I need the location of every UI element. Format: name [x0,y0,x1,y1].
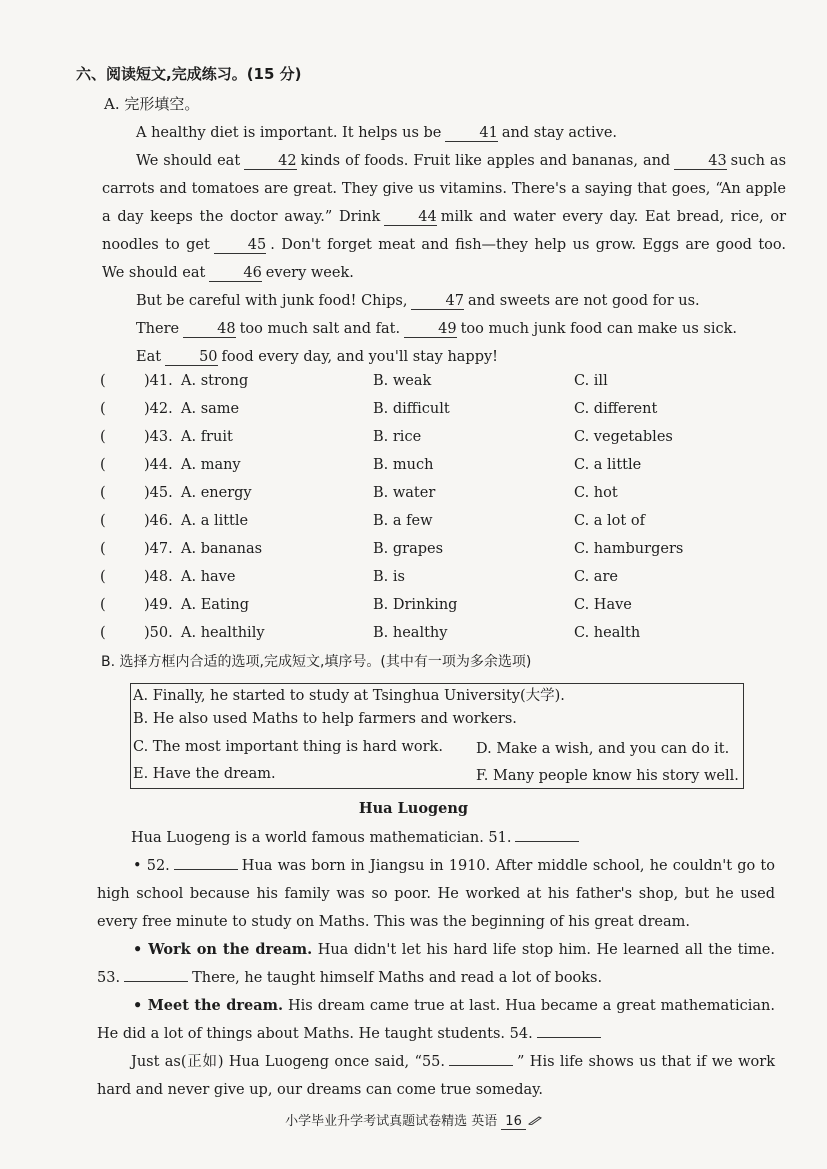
story-title: Hua Luogeng [358,800,469,817]
text: There, he taught himself Maths and read a lot of books. [192,970,603,986]
option-row [100,373,800,401]
passage-a-paragraph-3 [102,287,786,315]
story-paragraph-5 [97,1048,775,1104]
option-row [100,569,800,597]
question-number: )45. [144,485,173,501]
text: Hua was born in Jiangsu in 1910. After middle school, he couldn't go to high school because his family was so poor. He worked at his father's shop, but he used every free minute to study on Maths. This was the beginning of his great dream. [97,858,775,930]
text: food every day, and you'll stay happy! [221,349,499,365]
text: But be careful with junk food! Chips, [136,293,408,309]
text: A healthy diet is important. It helps us be [136,125,442,141]
option-b: B. grapes [373,541,444,557]
blank-48: 48 [183,321,235,338]
option-a: A. same [181,401,240,417]
box-option-a: A. Finally, he started to study at Tsinghua University(大学). [133,688,565,704]
option-c: C. vegetables [574,429,673,445]
answer-paren[interactable]: ( [100,373,106,389]
story-paragraph-1 [97,824,775,852]
text: Just as(正如) Hua Luogeng once said, “55. [131,1054,446,1070]
question-number: )50. [144,625,173,641]
page-footer [0,1110,827,1130]
text: too much junk food can make us sick. [460,321,737,337]
question-number: )47. [144,541,173,557]
text: His dream came true at last. Hua became a great mathematician. He did a lot of things about Maths. He taught students. 54. [97,998,775,1042]
answer-paren[interactable]: ( [100,541,106,557]
option-row [100,457,800,485]
text: Eat [136,349,162,365]
option-c: C. hamburgers [574,541,684,557]
box-option-d: D. Make a wish, and you can do it. [476,741,730,757]
option-b: B. difficult [373,401,450,417]
blank-51[interactable] [515,827,579,842]
question-number: )46. [144,513,173,529]
option-a: A. energy [181,485,252,501]
option-c: C. a little [574,457,642,473]
option-a: A. Eating [181,597,250,613]
text: ” His life shows us that if we work hard and never give up, our dreams can come true someday. [97,1054,775,1098]
text: too much salt and fat. [239,321,401,337]
option-row [100,485,800,513]
option-c: C. are [574,569,618,585]
option-c: C. ill [574,373,608,389]
option-row [100,541,800,569]
blank-49: 49 [404,321,456,338]
page-number: 16 [501,1114,526,1130]
text: such as carrots and tomatoes are great. They give us vitamins. There's a saying that goes, “An apple a day keeps the doctor away.” Drink [102,153,787,225]
option-c: C. different [574,401,658,417]
options-box [130,683,744,789]
question-number: )42. [144,401,173,417]
option-b: B. weak [373,373,432,389]
blank-45: 45 [214,237,266,254]
blank-52[interactable] [174,855,238,870]
text: and sweets are not good for us. [467,293,700,309]
text: We should eat [136,153,241,169]
subheading: • Meet the dream. [133,997,283,1014]
blank-55[interactable] [449,1051,513,1066]
option-a: A. healthily [181,625,265,641]
blank-53[interactable] [124,967,188,982]
blank-47: 47 [411,293,463,310]
text: Hua didn't let his hard life stop him. He learned all the time. [317,942,775,958]
blank-54[interactable] [537,1023,601,1038]
box-option-e: E. Have the dream. [133,766,276,782]
option-b: B. is [373,569,405,585]
text: . Don't forget meat and fish—they help us grow. Eggs are good too. We should eat [102,237,786,281]
option-b: B. water [373,485,436,501]
option-b: B. healthy [373,625,448,641]
answer-paren[interactable]: ( [100,513,106,529]
option-c: C. a lot of [574,513,645,529]
option-c: C. health [574,625,641,641]
text: 53. [97,970,121,986]
option-a: A. strong [181,373,249,389]
option-a: A. bananas [181,541,263,557]
text: Hua Luogeng is a world famous mathematician. 51. [131,830,512,846]
blank-50: 50 [165,349,217,366]
passage-a-paragraph-1 [102,119,786,147]
option-row [100,597,800,625]
answer-paren[interactable]: ( [100,569,106,585]
option-c: C. Have [574,597,632,613]
box-option-c: C. The most important thing is hard work. [133,739,443,755]
story-paragraph-3 [97,936,775,992]
answer-paren[interactable]: ( [100,457,106,473]
question-number: )41. [144,373,173,389]
answer-paren[interactable]: ( [100,401,106,417]
section-title: 六、阅读短文,完成练习。(15 分) [76,65,302,83]
blank-41: 41 [445,125,497,142]
option-a: A. many [181,457,241,473]
text: milk and water every day. Eat bread, rice, or noodles to get [102,209,786,253]
passage-a-paragraph-4 [102,315,786,343]
story-paragraph-4 [97,992,775,1048]
blank-44: 44 [384,209,436,226]
text: • 52. [133,858,170,874]
part-a-title: A. 完形填空。 [104,95,200,113]
box-option-f: F. Many people know his story well. [476,768,739,784]
option-row [100,625,800,653]
option-row [100,429,800,457]
text: kinds of foods. Fruit like apples and bananas, and [300,153,671,169]
part-b-title: B. 选择方框内合适的选项,完成短文,填序号。(其中有一项为多余选项) [101,654,532,670]
question-number: )49. [144,597,173,613]
option-row [100,401,800,429]
option-a: A. fruit [181,429,233,445]
subheading: • Work on the dream. [133,941,313,958]
blank-42: 42 [244,153,296,170]
pen-icon [528,1114,542,1129]
answer-paren[interactable]: ( [100,625,106,641]
option-c: C. hot [574,485,618,501]
text: every week. [265,265,354,281]
answer-paren[interactable]: ( [100,429,106,445]
question-number: )43. [144,429,173,445]
blank-43: 43 [674,153,726,170]
option-a: A. have [181,569,236,585]
box-option-b: B. He also used Maths to help farmers and workers. [133,711,517,727]
text: There [136,321,180,337]
passage-a-paragraph-2 [102,147,786,287]
option-row [100,513,800,541]
option-b: B. much [373,457,434,473]
passage-a-paragraph-5 [102,343,786,371]
story-paragraph-2 [97,852,775,936]
footer-title: 小学毕业升学考试真题试卷精选 英语 [285,1114,498,1129]
option-b: B. a few [373,513,433,529]
question-number: )48. [144,569,173,585]
blank-46: 46 [209,265,261,282]
option-a: A. a little [181,513,249,529]
option-b: B. rice [373,429,422,445]
answer-paren[interactable]: ( [100,597,106,613]
option-b: B. Drinking [373,597,458,613]
text: and stay active. [501,125,618,141]
answer-paren[interactable]: ( [100,485,106,501]
question-number: )44. [144,457,173,473]
